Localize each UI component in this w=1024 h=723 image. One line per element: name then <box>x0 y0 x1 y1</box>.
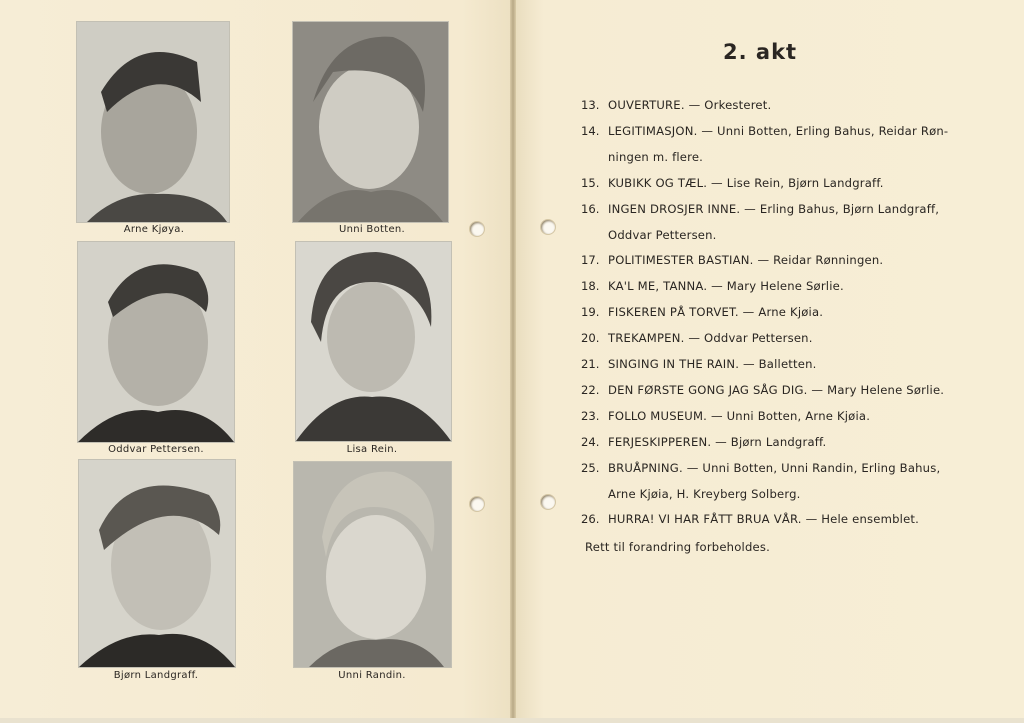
program-item-text: HURRA! VI HAR FÅTT BRUA VÅR. — Hele ensemblet. <box>608 512 920 527</box>
program-item-text: FERJESKIPPEREN. — Bjørn Landgraff. <box>608 434 827 449</box>
portrait-photo-4 <box>295 241 452 442</box>
program-number: 17. <box>581 253 600 268</box>
program-number: 16. <box>581 201 600 216</box>
program-item-text: FISKEREN PÅ TORVET. — Arne Kjøia. <box>608 305 824 320</box>
program-item-text: ningen m. flere. <box>608 149 704 164</box>
program-number: 21. <box>581 357 600 371</box>
program-number: 26. <box>581 512 600 527</box>
program-number: 20. <box>581 331 600 346</box>
program-item-text: FOLLO MUSEUM. — Unni Botten, Arne Kjøia. <box>608 408 871 423</box>
portrait-caption-6: Unni Randin. <box>338 670 406 681</box>
portrait-photo-6 <box>293 461 452 668</box>
program-item-text: POLITIMESTER BASTIAN. — Reidar Rønningen. <box>608 253 884 268</box>
program-number: 19. <box>581 305 600 320</box>
act-title: 2. akt <box>723 40 798 64</box>
program-number: 24. <box>581 434 600 449</box>
portrait-caption-3: Oddvar Pettersen. <box>108 444 204 455</box>
program-number: 22. <box>581 382 600 397</box>
punch-hole <box>541 495 555 509</box>
portrait-photo-5 <box>78 459 236 668</box>
program-item-text: Oddvar Pettersen. <box>608 227 717 242</box>
program-item-text: KUBIKK OG TÆL. — Lise Rein, Bjørn Landgraff. <box>608 175 884 190</box>
program-item-text: BRUÅPNING. — Unni Botten, Unni Randin, Erling Bahus, <box>608 460 941 475</box>
program-item-text: LEGITIMASJON. — Unni Botten, Erling Bahus, Reidar Røn- <box>608 123 949 138</box>
portrait-caption-1: Arne Kjøya. <box>123 224 185 235</box>
portrait-caption-2: Unni Botten. <box>338 224 406 235</box>
program-item-text: KA'L ME, TANNA. — Mary Helene Sørlie. <box>608 279 844 294</box>
program-number: 18. <box>581 279 600 294</box>
program-number: 13. <box>581 98 600 112</box>
program-number: 23. <box>581 408 600 423</box>
program-item-text: Arne Kjøia, H. Kreyberg Solberg. <box>608 486 801 501</box>
program-item-text: INGEN DROSJER INNE. — Erling Bahus, Bjørn Landgraff, <box>608 201 940 216</box>
program-item-text: SINGING IN THE RAIN. — Balletten. <box>608 357 817 371</box>
program-item-text: DEN FØRSTE GONG JAG SÅG DIG. — Mary Helene Sørlie. <box>608 382 945 397</box>
program-number: 25. <box>581 460 600 475</box>
program-number: 15. <box>581 175 600 190</box>
portrait-photo-1 <box>76 21 230 223</box>
portrait-caption-5: Bjørn Landgraff. <box>113 670 199 681</box>
program-item-text: OUVERTURE. — Orkesteret. <box>608 98 772 112</box>
punch-hole <box>470 497 484 511</box>
program-item-text: TREKAMPEN. — Oddvar Pettersen. <box>608 331 813 346</box>
portrait-photo-2 <box>292 21 449 223</box>
portrait-photo-3 <box>77 241 235 443</box>
book-spine <box>510 0 516 718</box>
footer-note: Rett til forandring forbeholdes. <box>585 540 770 554</box>
portrait-caption-4: Lisa Rein. <box>346 444 398 455</box>
program-number: 14. <box>581 123 600 138</box>
punch-hole <box>541 220 555 234</box>
punch-hole <box>470 222 484 236</box>
